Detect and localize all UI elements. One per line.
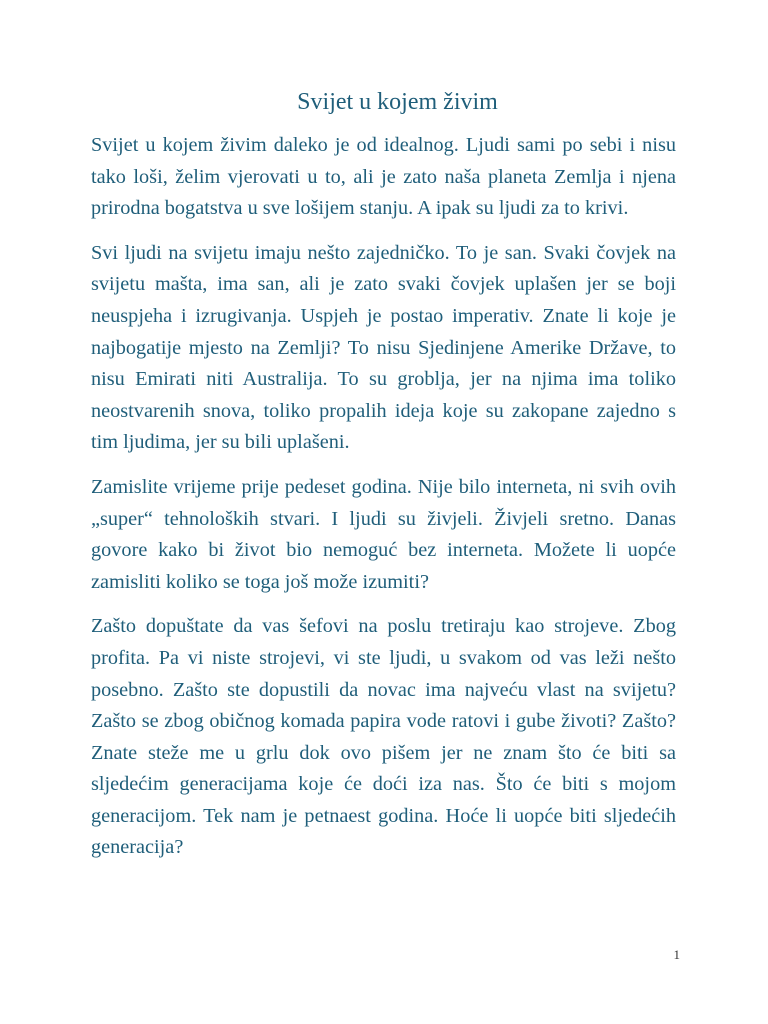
paragraph-2: Svi ljudi na svijetu imaju nešto zajedničko. To je san. Svaki čovjek na svijetu mašta, ima san, ali je zato svaki čovjek uplašen jer se boji neuspjeha i izrugivanja. Uspjeh je postao imperativ. Znate li koje je najbogatije mjesto na Zemlji? To nisu Sjedinjene Amerike Države, to nisu Emirati niti Australija. To su groblja, jer na njima ima toliko neostvarenih snova, toliko propalih ideja koje su zakopane zajedno s tim ljudima, jer su bili uplašeni. [91, 241, 676, 454]
page-number: 1 [673, 947, 680, 962]
paragraph-3: Zamislite vrijeme prije pedeset godina. Nije bilo interneta, ni svih ovih „super“ tehnoloških stvari. I ljudi su živjeli. Živjeli sretno. Danas govore kako bi život bio nemoguć bez interneta. Možete li uopće zamisliti koliko se toga još može izumiti? [91, 475, 676, 593]
document-body [91, 130, 676, 877]
paragraph-4: Zašto dopuštate da vas šefovi na poslu tretiraju kao strojeve. Zbog profita. Pa vi niste strojevi, vi ste ljudi, u svakom od vas leži nešto posebno. Zašto ste dopustili da novac ima najveću vlast na svijetu? Zašto se zbog običnog komada papira vode ratovi i gube životi? Zašto? Znate steže me u grlu dok ovo pišem jer ne znam što će biti sa sljedećim generacijama koje će doći iza nas. Što će biti s mojom generacijom. Tek nam je petnaest godina. Hoće li uopće biti sljedećih generacija? [91, 615, 676, 859]
paragraph-1: Svijet u kojem živim daleko je od idealnog. Ljudi sami po sebi i nisu tako loši, želim vjerovati u to, ali je zato naša planeta Zemlja i njena prirodna bogatstva u sve lošijem stanju. A ipak su ljudi za to krivi. [91, 134, 676, 220]
document-title: Svijet u kojem živim [297, 89, 498, 115]
